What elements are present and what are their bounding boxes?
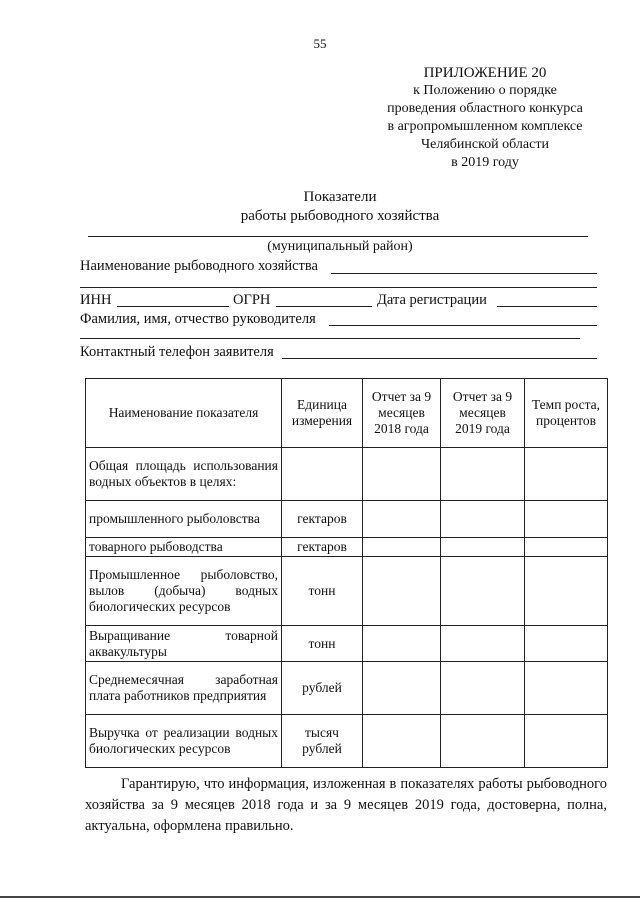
value-2018-cell[interactable] — [363, 715, 441, 768]
value-2019-cell[interactable] — [441, 626, 525, 662]
header-report-2018: Отчет за 9 месяцев 2018 года — [363, 379, 441, 448]
head-name-label: Фамилия, имя, отчество руководителя — [80, 311, 316, 327]
growth-rate-cell[interactable] — [525, 538, 608, 557]
table-row — [86, 557, 608, 626]
indicators-table — [85, 378, 608, 768]
indicator-unit: гектаров — [282, 538, 363, 557]
indicator-name: промышленного рыболовства — [86, 501, 282, 538]
inn-label: ИНН — [80, 292, 112, 308]
indicator-unit — [282, 448, 363, 501]
indicator-name: Промышленное рыболовство, вылов (добыча) водных биологических ресурсов — [86, 557, 282, 626]
farm-name-field[interactable] — [331, 273, 597, 274]
indicator-name: Среднемесячная заработная плата работников предприятия — [86, 662, 282, 715]
head-name-field-cont[interactable] — [80, 338, 580, 339]
appendix-line: к Положению о порядке — [413, 83, 557, 98]
ogrn-field[interactable] — [276, 306, 372, 307]
indicator-unit: гектаров — [282, 501, 363, 538]
page-number: 55 — [313, 36, 327, 51]
table-row — [86, 662, 608, 715]
value-2019-cell[interactable] — [441, 448, 525, 501]
value-2018-cell[interactable] — [363, 538, 441, 557]
indicator-name: товарного рыбоводства — [86, 538, 282, 557]
appendix-line: в агропромышленном комплексе — [387, 119, 583, 134]
phone-label: Контактный телефон заявителя — [80, 344, 274, 360]
indicator-name: Общая площадь использования водных объектов в целях: — [86, 448, 282, 501]
appendix-line: в 2019 году — [451, 155, 519, 170]
reg-date-label: Дата регистрации — [377, 292, 487, 308]
reg-date-field[interactable] — [497, 306, 597, 307]
inn-field[interactable] — [117, 306, 229, 307]
growth-rate-cell[interactable] — [525, 448, 608, 501]
table-row — [86, 715, 608, 768]
growth-rate-cell[interactable] — [525, 557, 608, 626]
guarantee-paragraph: Гарантирую, что информация, изложенная в показателях работы рыбоводного хозяйства за 9 месяцев 2018 года и за 9 месяцев 2019 года, достоверна, полна, актуальна, оформлена правильно. — [85, 776, 607, 834]
header-indicator-name: Наименование показателя — [86, 379, 282, 448]
growth-rate-cell[interactable] — [525, 662, 608, 715]
farm-name-label: Наименование рыбоводного хозяйства — [80, 258, 318, 274]
value-2019-cell[interactable] — [441, 501, 525, 538]
indicator-unit: рублей — [282, 662, 363, 715]
appendix-line: Челябинской области — [421, 137, 549, 152]
value-2018-cell[interactable] — [363, 557, 441, 626]
indicator-unit: тонн — [282, 626, 363, 662]
indicator-unit: тысяч рублей — [282, 715, 363, 768]
municipal-district-line[interactable] — [88, 236, 588, 237]
value-2019-cell[interactable] — [441, 715, 525, 768]
table-row — [86, 538, 608, 557]
document-title — [80, 188, 600, 226]
header-report-2019: Отчет за 9 месяцев 2019 года — [441, 379, 525, 448]
value-2019-cell[interactable] — [441, 557, 525, 626]
farm-name-field-cont[interactable] — [80, 287, 597, 288]
table-header-row — [86, 379, 608, 448]
value-2019-cell[interactable] — [441, 662, 525, 715]
header-growth-rate: Темп роста, процентов — [525, 379, 608, 448]
title-line-2: работы рыбоводного хозяйства — [240, 208, 440, 224]
head-name-field[interactable] — [329, 325, 597, 326]
indicator-name: Выращивание товарной аквакультуры — [86, 626, 282, 662]
phone-field[interactable] — [282, 358, 597, 359]
growth-rate-cell[interactable] — [525, 715, 608, 768]
page-bottom-border — [0, 896, 640, 898]
growth-rate-cell[interactable] — [525, 501, 608, 538]
indicator-name: Выручка от реализации водных биологических ресурсов — [86, 715, 282, 768]
value-2018-cell[interactable] — [363, 501, 441, 538]
table-row — [86, 501, 608, 538]
value-2018-cell[interactable] — [363, 448, 441, 501]
indicator-unit: тонн — [282, 557, 363, 626]
value-2018-cell[interactable] — [363, 626, 441, 662]
header-unit: Единица измерения — [282, 379, 363, 448]
municipal-caption: (муниципальный район) — [267, 239, 413, 254]
appendix-block — [360, 64, 610, 172]
growth-rate-cell[interactable] — [525, 626, 608, 662]
table-row — [86, 626, 608, 662]
appendix-title: ПРИЛОЖЕНИЕ 20 — [423, 65, 547, 81]
value-2019-cell[interactable] — [441, 538, 525, 557]
appendix-line: проведения областного конкурса — [387, 101, 583, 116]
ogrn-label: ОГРН — [233, 292, 271, 308]
value-2018-cell[interactable] — [363, 662, 441, 715]
table-row — [86, 448, 608, 501]
title-line-1: Показатели — [303, 189, 377, 205]
